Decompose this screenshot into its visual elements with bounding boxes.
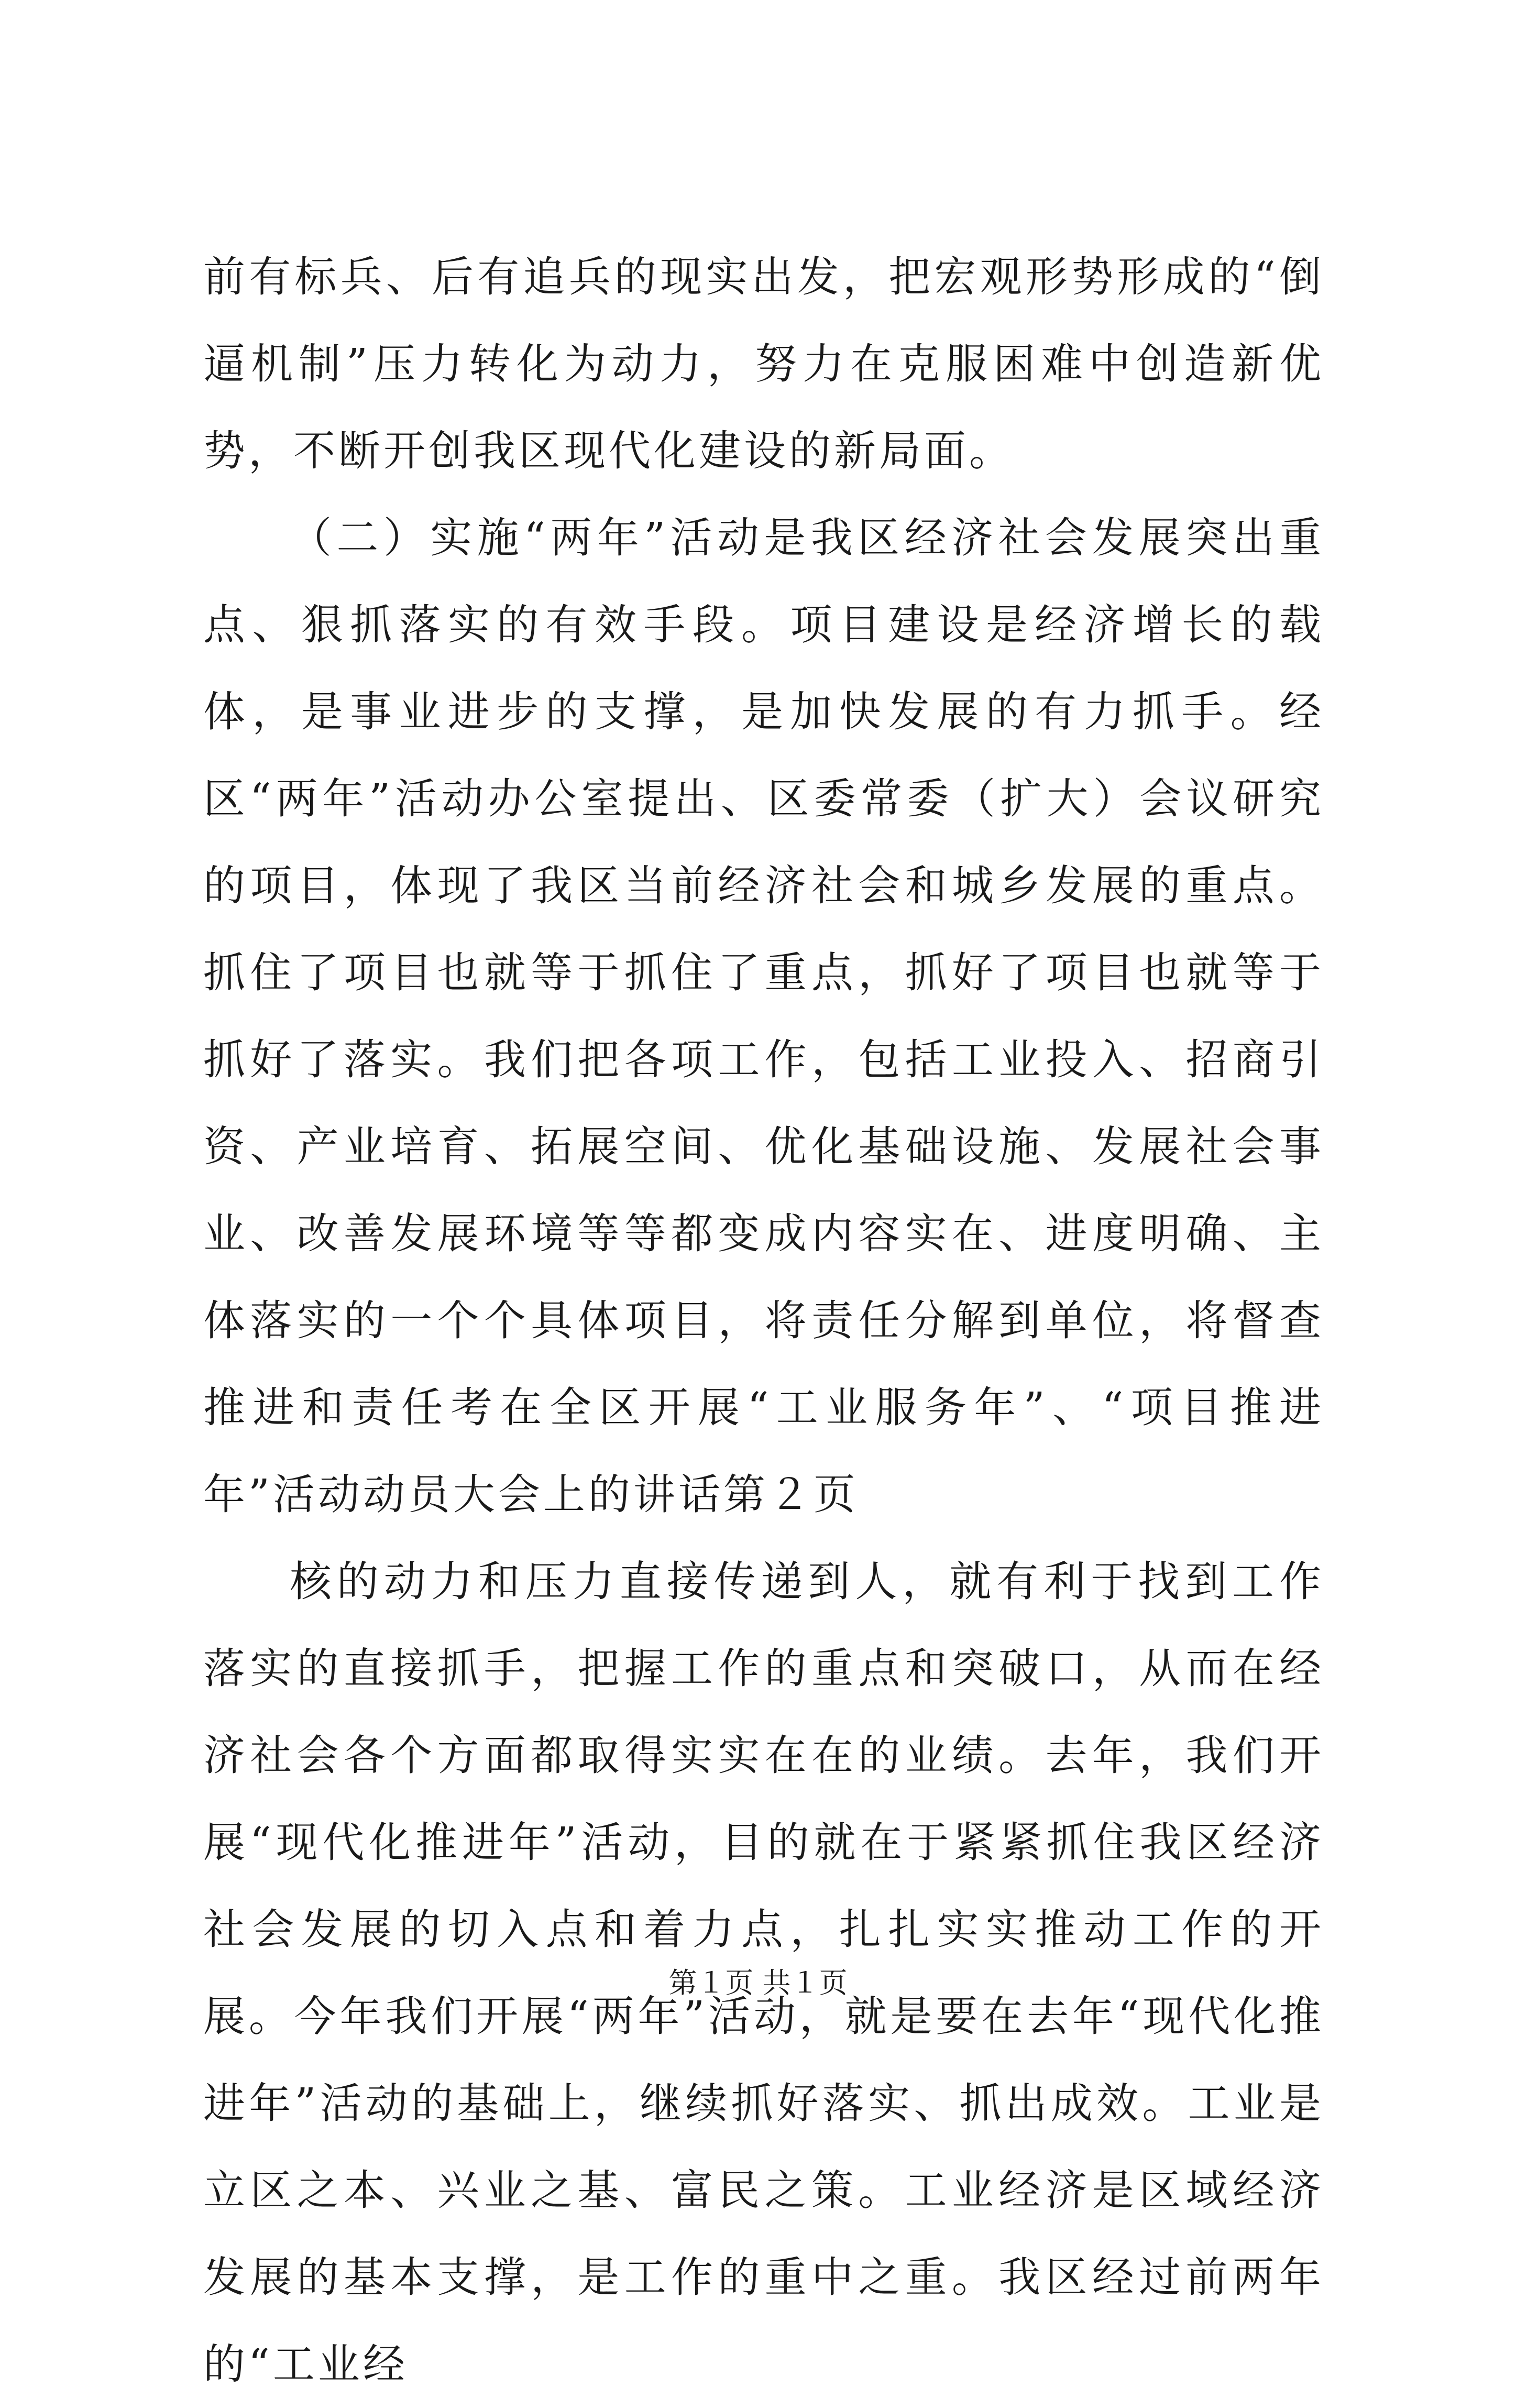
page-footer: 第１页 共１页 xyxy=(668,1966,848,1999)
document-body xyxy=(203,234,1324,2408)
paragraph-1: 前有标兵、后有追兵的现实出发，把宏观形势形成的“倒逼机制”压力转化为动力，努力在克服困难中创造新优势，不断开创我区现代化建设的新局面。 xyxy=(203,253,1324,475)
paragraph-3: 核的动力和压力直接传递到人，就有利于找到工作落实的直接抓手，把握工作的重点和突破口，从而在经济社会各个方面都取得实实在在的业绩。去年，我们开展“现代化推进年”活动，目的就在于紧紧抓住我区经济社会发展的切入点和着力点，扎扎实实推动工作的开展。今年我们开展“两年”活动，就是要在去年“现代化推进年”活动的基础上，继续抓好落实、抓出成效。工业是立区之本、兴业之基、富民之策。工业经济是区域经济发展的基本支撑，是工作的重中之重。我区经过前两年的“工业经 xyxy=(203,1557,1324,2389)
paragraph-2: （二）实施“两年”活动是我区经济社会发展突出重点、狠抓落实的有效手段。项目建设是经济增长的载体，是事业进步的支撑，是加快发展的有力抓手。经区“两年”活动办公室提出、区委常委（扩大）会议研究的项目，体现了我区当前经济社会和城乡发展的重点。抓住了项目也就等于抓住了重点，抓好了项目也就等于抓好了落实。我们把各项工作，包括工业投入、招商引资、产业培育、拓展空间、优化基础设施、发展社会事业、改善发展环境等等都变成内容实在、进度明确、主体落实的一个个具体项目，将责任分解到单位，将督查推进和责任考在全区开展“工业服务年”、“项目推进年”活动动员大会上的讲话第２页 xyxy=(203,513,1324,1519)
